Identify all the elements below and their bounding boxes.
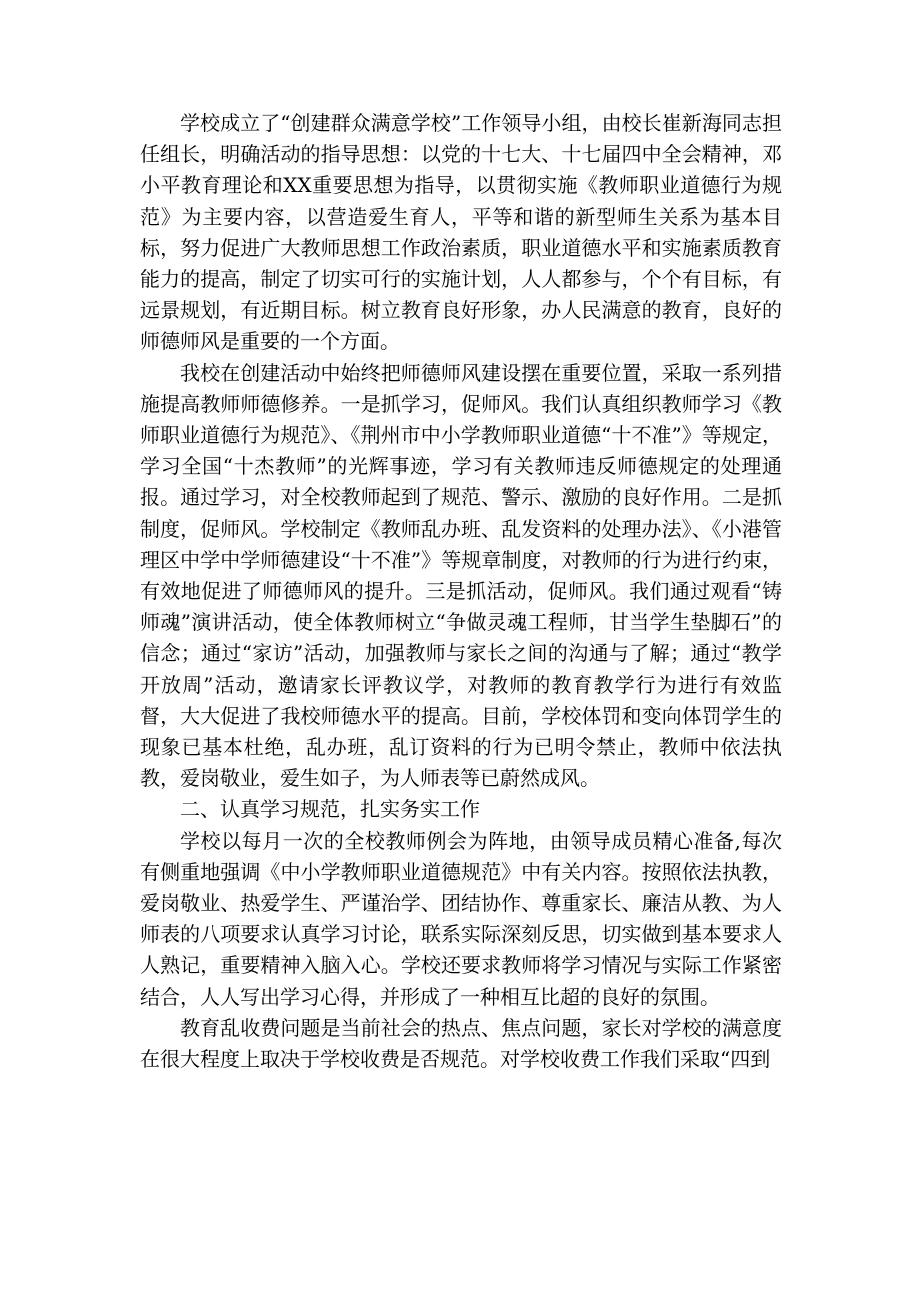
paragraph-fee-issue: 教育乱收费问题是当前社会的热点、焦点问题，家长对学校的满意度在很大程度上取决于学校收费是否规范。对学校收费工作我们采取“四到	[140, 1015, 782, 1072]
section-heading-study-norms: 二、认真学习规范，扎实务实工作	[180, 797, 480, 822]
paragraph-leadership-group: 学校成立了“创建群众满意学校”工作领导小组，由校长崔新海同志担任组长，明确活动的指导思想：以党的十七大、十七届四中全会精神，邓小平教育理论和XX重要思想为指导，以贯彻实施《教师职业道德行为规范》为主要内容，以营造爱生育人，平等和谐的新型师生关系为基本目标，努力促进广大教师思想工作政治素质，职业道德水平和实施素质教育能力的提高，制定了切实可行的实施计划，人人都参与，个个有目标，有远景规划，有近期目标。树立教育良好形象，办人民满意的教育，良好的师德师风是重要的一个方面。	[140, 111, 782, 354]
paragraph-ethics-construction: 我校在创建活动中始终把师德师风建设摆在重要位置，采取一系列措施提高教师师德修养。一是抓学习，促师风。我们认真组织教师学习《教师职业道德行为规范》、《荆州市中小学教师职业道德“十不准”》等规定，学习全国“十杰教师”的光辉事迹，学习有关教师违反师德规定的处理通报。通过学习，对全校教师起到了规范、警示、激励的良好作用。二是抓制度，促师风。学校制定《教师乱办班、乱发资料的处理办法》、《小港管理区中学中学师德建设“十不准”》等规章制度，对教师的行为进行约束，有效地促进了师德师风的提升。三是抓活动，促师风。我们通过观看“铸师魂”演讲活动，使全体教师树立“争做灵魂工程师，甘当学生垫脚石”的信念；通过“家访”活动，加强教师与家长之间的沟通与了解；通过“教学开放周”活动，邀请家长评教议学，对教师的教育教学行为进行有效监督，大大促进了我校师德水平的提高。目前，学校体罚和变向体罚学生的现象已基本杜绝，乱办班，乱订资料的行为已明令禁止，教师中依法执教，爱岗敬业，爱生如子，为人师表等已蔚然成风。	[140, 360, 782, 791]
document-body	[140, 108, 782, 1075]
paragraph-monthly-meeting: 学校以每月一次的全校教师例会为阵地，由领导成员精心准备,每次有侧重地强调《中小学教师职业道德规范》中有关内容。按照依法执教，爱岗敬业、热爱学生、严谨治学、团结协作、尊重家长、廉洁从教、为人师表的八项要求认真学习讨论，联系实际深刻反思，切实做到基本要求人人熟记，重要精神入脑入心。学校还要求教师将学习情况与实际工作紧密结合，人人写出学习心得，并形成了一种相互比超的良好的氛围。	[140, 828, 782, 1009]
